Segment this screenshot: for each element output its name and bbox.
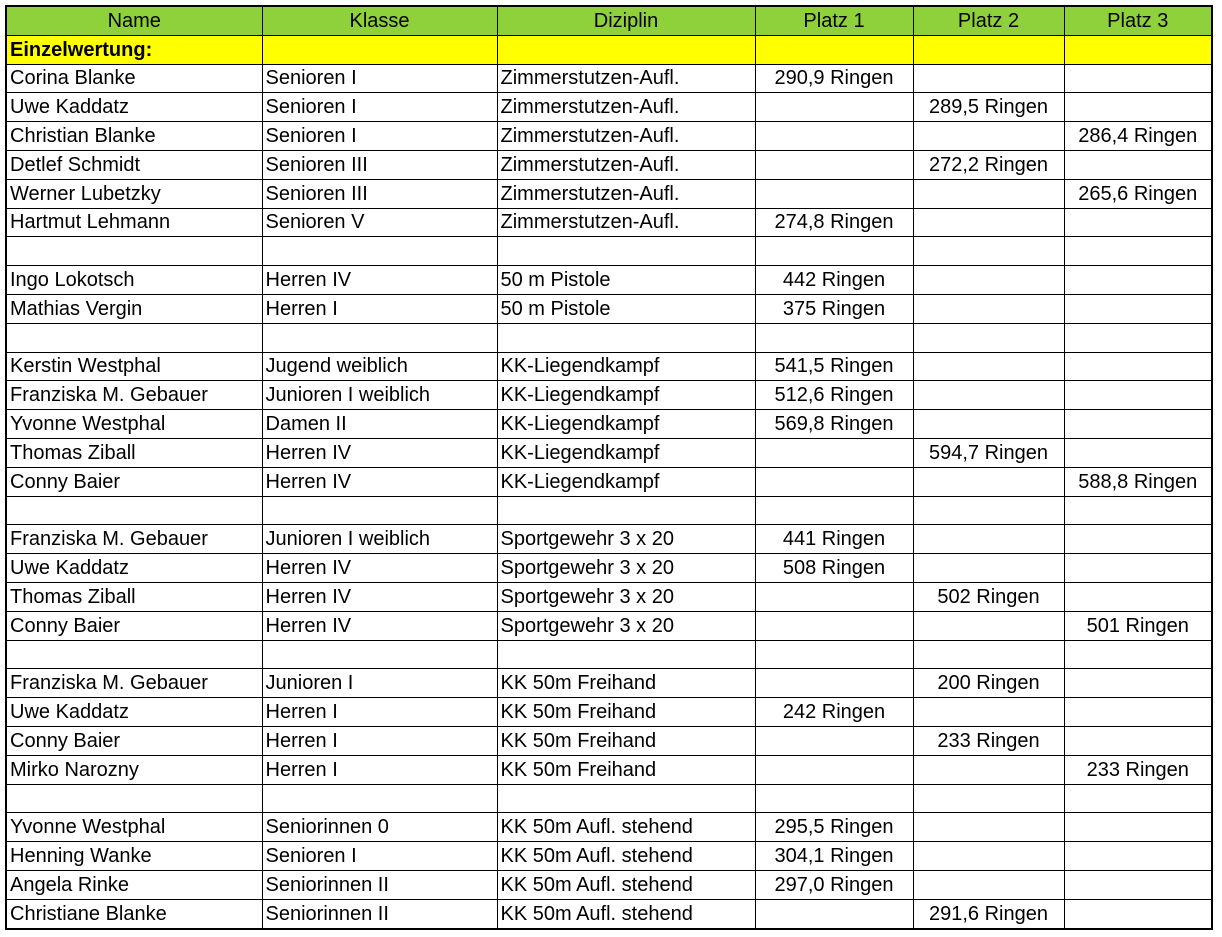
table-row: [6, 525, 1212, 554]
cell-platz-3[interactable]: [1064, 266, 1212, 295]
section-label[interactable]: Einzelwertung:: [6, 35, 262, 64]
cell-platz-3[interactable]: [1064, 237, 1212, 266]
cell-platz-1[interactable]: 295,5 Ringen: [755, 813, 913, 842]
cell-diziplin[interactable]: [497, 640, 755, 669]
cell-platz-1[interactable]: 541,5 Ringen: [755, 352, 913, 381]
cell-diziplin[interactable]: KK 50m Aufl. stehend: [497, 813, 755, 842]
table-row: [6, 726, 1212, 755]
header-klasse[interactable]: Klasse: [262, 6, 497, 35]
cell-platz-1[interactable]: [755, 323, 913, 352]
cell-klasse[interactable]: Senioren I: [262, 64, 497, 93]
cell-platz-3[interactable]: 501 Ringen: [1064, 611, 1212, 640]
cell-name[interactable]: Yvonne Westphal: [6, 813, 262, 842]
cell-platz-2[interactable]: 272,2 Ringen: [913, 150, 1064, 179]
cell-platz-2[interactable]: 502 Ringen: [913, 582, 1064, 611]
cell-platz-2[interactable]: [913, 410, 1064, 439]
cell-diziplin[interactable]: [497, 323, 755, 352]
cell-name[interactable]: Ingo Lokotsch: [6, 266, 262, 295]
table-row: [6, 784, 1212, 813]
section-cell[interactable]: [913, 35, 1064, 64]
cell-diziplin[interactable]: KK 50m Freihand: [497, 698, 755, 727]
cell-klasse[interactable]: Junioren I weiblich: [262, 525, 497, 554]
cell-diziplin[interactable]: Zimmerstutzen-Aufl.: [497, 179, 755, 208]
cell-platz-3[interactable]: [1064, 496, 1212, 525]
cell-name[interactable]: Corina Blanke: [6, 64, 262, 93]
cell-klasse[interactable]: Senioren III: [262, 179, 497, 208]
cell-name[interactable]: Henning Wanke: [6, 842, 262, 871]
table-row: [6, 611, 1212, 640]
cell-platz-1[interactable]: [755, 582, 913, 611]
table-row: [6, 438, 1212, 467]
table-row: [6, 755, 1212, 784]
cell-platz-2[interactable]: [913, 755, 1064, 784]
cell-name[interactable]: Yvonne Westphal: [6, 410, 262, 439]
cell-platz-3[interactable]: [1064, 93, 1212, 122]
cell-platz-1[interactable]: 304,1 Ringen: [755, 842, 913, 871]
cell-name[interactable]: Mathias Vergin: [6, 294, 262, 323]
cell-platz-3[interactable]: [1064, 64, 1212, 93]
cell-platz-1[interactable]: [755, 93, 913, 122]
cell-diziplin[interactable]: 50 m Pistole: [497, 266, 755, 295]
table-row: [6, 237, 1212, 266]
cell-platz-2[interactable]: [913, 381, 1064, 410]
cell-platz-2[interactable]: [913, 237, 1064, 266]
cell-name[interactable]: Conny Baier: [6, 611, 262, 640]
cell-klasse[interactable]: Seniorinnen II: [262, 870, 497, 899]
cell-diziplin[interactable]: 50 m Pistole: [497, 294, 755, 323]
cell-platz-1[interactable]: [755, 122, 913, 151]
cell-name[interactable]: Franziska M. Gebauer: [6, 669, 262, 698]
cell-klasse[interactable]: Senioren I: [262, 122, 497, 151]
cell-platz-1[interactable]: [755, 150, 913, 179]
cell-klasse[interactable]: Senioren III: [262, 150, 497, 179]
cell-klasse[interactable]: Herren I: [262, 698, 497, 727]
table-row: [6, 64, 1212, 93]
table-row: [6, 352, 1212, 381]
cell-platz-1[interactable]: [755, 726, 913, 755]
cell-klasse[interactable]: Herren IV: [262, 266, 497, 295]
table-row: [6, 410, 1212, 439]
table-row: [6, 842, 1212, 871]
table-row: [6, 899, 1212, 928]
table-row: [6, 496, 1212, 525]
cell-platz-2[interactable]: 200 Ringen: [913, 669, 1064, 698]
cell-platz-3[interactable]: [1064, 352, 1212, 381]
cell-platz-1[interactable]: 569,8 Ringen: [755, 410, 913, 439]
cell-diziplin[interactable]: KK-Liegendkampf: [497, 352, 755, 381]
cell-platz-1[interactable]: 375 Ringen: [755, 294, 913, 323]
cell-name[interactable]: Christian Blanke: [6, 122, 262, 151]
cell-platz-1[interactable]: 442 Ringen: [755, 266, 913, 295]
cell-platz-1[interactable]: [755, 438, 913, 467]
cell-klasse[interactable]: Senioren V: [262, 208, 497, 237]
cell-platz-2[interactable]: 233 Ringen: [913, 726, 1064, 755]
cell-diziplin[interactable]: KK 50m Freihand: [497, 755, 755, 784]
cell-diziplin[interactable]: KK 50m Aufl. stehend: [497, 899, 755, 928]
cell-diziplin[interactable]: KK 50m Aufl. stehend: [497, 870, 755, 899]
header-diziplin[interactable]: Diziplin: [497, 6, 755, 35]
cell-platz-2[interactable]: 289,5 Ringen: [913, 93, 1064, 122]
cell-diziplin[interactable]: KK-Liegendkampf: [497, 381, 755, 410]
cell-klasse[interactable]: Junioren I weiblich: [262, 381, 497, 410]
cell-platz-2[interactable]: 291,6 Ringen: [913, 899, 1064, 928]
cell-platz-3[interactable]: [1064, 410, 1212, 439]
cell-platz-3[interactable]: [1064, 698, 1212, 727]
cell-klasse[interactable]: Herren I: [262, 294, 497, 323]
cell-klasse[interactable]: Herren I: [262, 726, 497, 755]
cell-klasse[interactable]: Herren IV: [262, 554, 497, 583]
cell-platz-1[interactable]: [755, 640, 913, 669]
cell-name[interactable]: Uwe Kaddatz: [6, 93, 262, 122]
cell-platz-3[interactable]: [1064, 842, 1212, 871]
cell-platz-3[interactable]: 265,6 Ringen: [1064, 179, 1212, 208]
cell-platz-2[interactable]: [913, 208, 1064, 237]
header-name[interactable]: Name: [6, 6, 262, 35]
table-row: [6, 698, 1212, 727]
header-platz-1[interactable]: Platz 1: [755, 6, 913, 35]
cell-name[interactable]: [6, 784, 262, 813]
cell-platz-3[interactable]: [1064, 813, 1212, 842]
cell-platz-3[interactable]: [1064, 899, 1212, 928]
header-platz-2[interactable]: Platz 2: [913, 6, 1064, 35]
cell-diziplin[interactable]: KK 50m Freihand: [497, 669, 755, 698]
cell-platz-2[interactable]: [913, 294, 1064, 323]
cell-name[interactable]: [6, 496, 262, 525]
cell-name[interactable]: Uwe Kaddatz: [6, 554, 262, 583]
cell-platz-3[interactable]: [1064, 438, 1212, 467]
cell-platz-2[interactable]: [913, 813, 1064, 842]
cell-diziplin[interactable]: Zimmerstutzen-Aufl.: [497, 150, 755, 179]
table-row: [6, 640, 1212, 669]
cell-klasse[interactable]: [262, 640, 497, 669]
cell-platz-3[interactable]: [1064, 294, 1212, 323]
cell-platz-3[interactable]: [1064, 726, 1212, 755]
cell-platz-2[interactable]: [913, 496, 1064, 525]
table-row: [6, 122, 1212, 151]
cell-platz-2[interactable]: [913, 64, 1064, 93]
table-row: [6, 813, 1212, 842]
cell-name[interactable]: Uwe Kaddatz: [6, 698, 262, 727]
cell-platz-3[interactable]: 286,4 Ringen: [1064, 122, 1212, 151]
cell-klasse[interactable]: Herren IV: [262, 582, 497, 611]
cell-platz-2[interactable]: [913, 842, 1064, 871]
cell-platz-2[interactable]: [913, 698, 1064, 727]
cell-diziplin[interactable]: Sportgewehr 3 x 20: [497, 582, 755, 611]
cell-diziplin[interactable]: KK-Liegendkampf: [497, 467, 755, 496]
cell-diziplin[interactable]: KK-Liegendkampf: [497, 438, 755, 467]
cell-platz-1[interactable]: [755, 669, 913, 698]
cell-platz-3[interactable]: [1064, 381, 1212, 410]
cell-platz-1[interactable]: 512,6 Ringen: [755, 381, 913, 410]
cell-klasse[interactable]: Herren IV: [262, 611, 497, 640]
cell-name[interactable]: Thomas Ziball: [6, 582, 262, 611]
cell-platz-1[interactable]: 297,0 Ringen: [755, 870, 913, 899]
table-row: [6, 93, 1212, 122]
cell-klasse[interactable]: [262, 496, 497, 525]
cell-platz-3[interactable]: [1064, 554, 1212, 583]
table-row: [6, 554, 1212, 583]
section-cell[interactable]: [1064, 35, 1212, 64]
table-row: [6, 294, 1212, 323]
cell-name[interactable]: [6, 237, 262, 266]
cell-klasse[interactable]: Herren IV: [262, 467, 497, 496]
cell-platz-2[interactable]: [913, 640, 1064, 669]
cell-diziplin[interactable]: [497, 784, 755, 813]
table-row: [6, 582, 1212, 611]
cell-name[interactable]: Mirko Narozny: [6, 755, 262, 784]
table-row: [6, 467, 1212, 496]
table-row: [6, 150, 1212, 179]
cell-name[interactable]: [6, 323, 262, 352]
cell-platz-2[interactable]: [913, 467, 1064, 496]
table-row: [6, 381, 1212, 410]
cell-name[interactable]: Thomas Ziball: [6, 438, 262, 467]
header-platz-3[interactable]: Platz 3: [1064, 6, 1212, 35]
cell-platz-2[interactable]: [913, 122, 1064, 151]
cell-platz-2[interactable]: [913, 179, 1064, 208]
cell-platz-3[interactable]: [1064, 669, 1212, 698]
table-row: [6, 266, 1212, 295]
cell-diziplin[interactable]: Zimmerstutzen-Aufl.: [497, 64, 755, 93]
cell-platz-3[interactable]: 588,8 Ringen: [1064, 467, 1212, 496]
table-row: [6, 870, 1212, 899]
cell-platz-1[interactable]: [755, 237, 913, 266]
cell-platz-1[interactable]: [755, 899, 913, 928]
cell-name[interactable]: Kerstin Westphal: [6, 352, 262, 381]
cell-name[interactable]: Franziska M. Gebauer: [6, 381, 262, 410]
cell-klasse[interactable]: [262, 323, 497, 352]
cell-platz-2[interactable]: [913, 323, 1064, 352]
cell-klasse[interactable]: Jugend weiblich: [262, 352, 497, 381]
cell-klasse[interactable]: Junioren I: [262, 669, 497, 698]
table-row: [6, 669, 1212, 698]
cell-diziplin[interactable]: Sportgewehr 3 x 20: [497, 554, 755, 583]
cell-klasse[interactable]: [262, 784, 497, 813]
section-row: [6, 35, 1212, 64]
table-row: [6, 208, 1212, 237]
cell-name[interactable]: Werner Lubetzky: [6, 179, 262, 208]
cell-platz-1[interactable]: [755, 611, 913, 640]
table-row: [6, 179, 1212, 208]
cell-klasse[interactable]: Senioren I: [262, 842, 497, 871]
cell-platz-2[interactable]: 594,7 Ringen: [913, 438, 1064, 467]
cell-platz-3[interactable]: [1064, 582, 1212, 611]
cell-diziplin[interactable]: KK 50m Freihand: [497, 726, 755, 755]
cell-platz-3[interactable]: 233 Ringen: [1064, 755, 1212, 784]
cell-diziplin[interactable]: Sportgewehr 3 x 20: [497, 611, 755, 640]
cell-platz-3[interactable]: [1064, 208, 1212, 237]
cell-platz-1[interactable]: 274,8 Ringen: [755, 208, 913, 237]
header-row: [6, 6, 1212, 35]
cell-diziplin[interactable]: KK 50m Aufl. stehend: [497, 842, 755, 871]
cell-klasse[interactable]: Damen II: [262, 410, 497, 439]
cell-platz-3[interactable]: [1064, 640, 1212, 669]
cell-platz-2[interactable]: [913, 611, 1064, 640]
cell-platz-2[interactable]: [913, 870, 1064, 899]
section-cell[interactable]: [497, 35, 755, 64]
cell-name[interactable]: Conny Baier: [6, 467, 262, 496]
cell-platz-2[interactable]: [913, 352, 1064, 381]
cell-platz-1[interactable]: [755, 784, 913, 813]
cell-platz-3[interactable]: [1064, 525, 1212, 554]
results-table: [5, 5, 1213, 930]
cell-name[interactable]: Angela Rinke: [6, 870, 262, 899]
cell-platz-1[interactable]: 290,9 Ringen: [755, 64, 913, 93]
cell-diziplin[interactable]: [497, 496, 755, 525]
cell-platz-2[interactable]: [913, 525, 1064, 554]
cell-name[interactable]: Christiane Blanke: [6, 899, 262, 928]
cell-platz-1[interactable]: [755, 496, 913, 525]
cell-platz-1[interactable]: 508 Ringen: [755, 554, 913, 583]
cell-platz-3[interactable]: [1064, 870, 1212, 899]
cell-klasse[interactable]: [262, 237, 497, 266]
cell-name[interactable]: Conny Baier: [6, 726, 262, 755]
cell-platz-1[interactable]: [755, 467, 913, 496]
cell-name[interactable]: Detlef Schmidt: [6, 150, 262, 179]
table-row: [6, 323, 1212, 352]
section-cell[interactable]: [262, 35, 497, 64]
cell-platz-2[interactable]: [913, 266, 1064, 295]
cell-diziplin[interactable]: Zimmerstutzen-Aufl.: [497, 208, 755, 237]
cell-platz-1[interactable]: [755, 755, 913, 784]
cell-name[interactable]: Franziska M. Gebauer: [6, 525, 262, 554]
cell-name[interactable]: [6, 640, 262, 669]
cell-platz-1[interactable]: 441 Ringen: [755, 525, 913, 554]
cell-platz-2[interactable]: [913, 784, 1064, 813]
cell-platz-3[interactable]: [1064, 150, 1212, 179]
cell-diziplin[interactable]: Sportgewehr 3 x 20: [497, 525, 755, 554]
cell-diziplin[interactable]: [497, 237, 755, 266]
section-cell[interactable]: [755, 35, 913, 64]
cell-klasse[interactable]: Herren IV: [262, 438, 497, 467]
cell-klasse[interactable]: Seniorinnen II: [262, 899, 497, 928]
cell-platz-1[interactable]: [755, 179, 913, 208]
cell-platz-2[interactable]: [913, 554, 1064, 583]
cell-platz-1[interactable]: 242 Ringen: [755, 698, 913, 727]
cell-klasse[interactable]: Senioren I: [262, 93, 497, 122]
cell-name[interactable]: Hartmut Lehmann: [6, 208, 262, 237]
cell-klasse[interactable]: Herren I: [262, 755, 497, 784]
cell-platz-3[interactable]: [1064, 323, 1212, 352]
cell-diziplin[interactable]: Zimmerstutzen-Aufl.: [497, 93, 755, 122]
cell-klasse[interactable]: Seniorinnen 0: [262, 813, 497, 842]
cell-platz-3[interactable]: [1064, 784, 1212, 813]
cell-diziplin[interactable]: Zimmerstutzen-Aufl.: [497, 122, 755, 151]
cell-diziplin[interactable]: KK-Liegendkampf: [497, 410, 755, 439]
